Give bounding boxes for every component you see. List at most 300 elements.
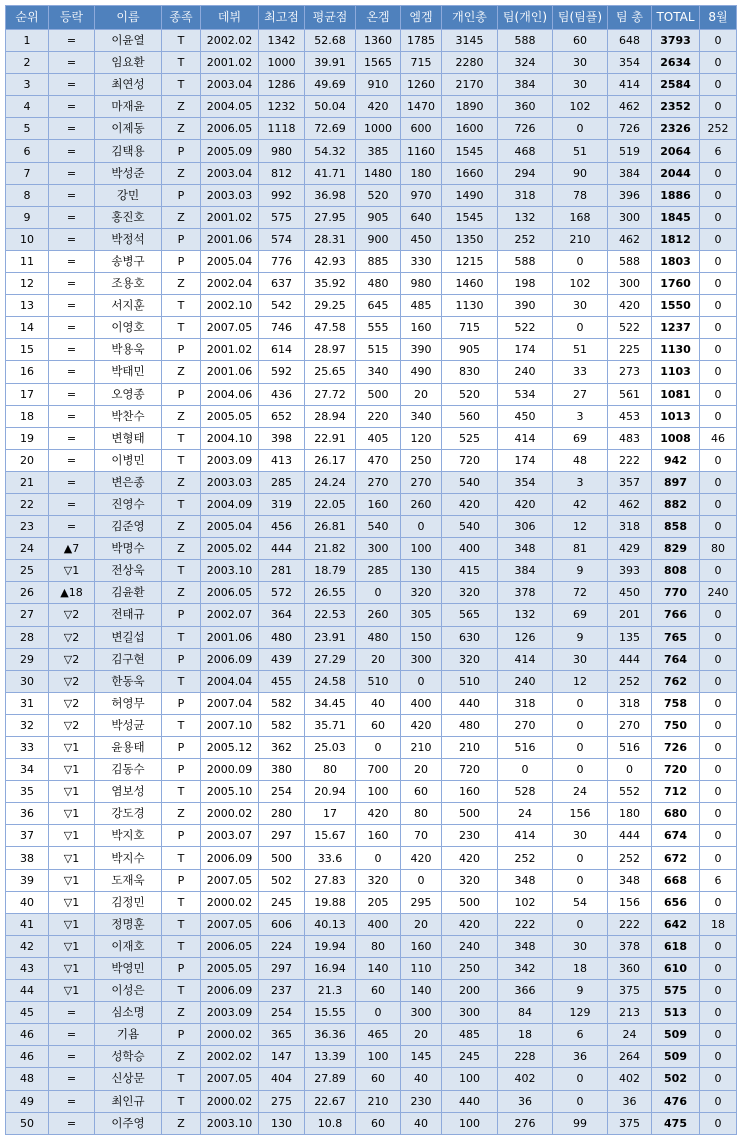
cell-best-score: 455: [259, 670, 305, 692]
cell-race: Z: [162, 361, 201, 383]
cell-august: 0: [700, 339, 737, 361]
cell-change: =: [49, 1112, 95, 1134]
cell-race: T: [162, 1068, 201, 1090]
cell-best-score: 502: [259, 869, 305, 891]
cell-race: Z: [162, 1046, 201, 1068]
cell-name: 최인규: [95, 1090, 162, 1112]
cell-total: 758: [652, 692, 700, 714]
cell-rank: 48: [6, 1068, 49, 1090]
cell-debut: 2007.05: [201, 317, 259, 339]
cell-average-score: 27.83: [305, 869, 356, 891]
cell-rank: 5: [6, 118, 49, 140]
cell-race: Z: [162, 471, 201, 493]
cell-best-score: 582: [259, 714, 305, 736]
cell-team-teamplay: 69: [553, 427, 608, 449]
cell-august: 0: [700, 692, 737, 714]
cell-name: 박영민: [95, 957, 162, 979]
cell-august: 0: [700, 52, 737, 74]
table-row: [6, 162, 737, 184]
cell-team-teamplay: 3: [553, 405, 608, 427]
cell-name: 박성준: [95, 162, 162, 184]
cell-change: ▽1: [49, 737, 95, 759]
table-row: [6, 74, 737, 96]
cell-best-score: 297: [259, 957, 305, 979]
cell-average-score: 28.97: [305, 339, 356, 361]
table-row: [6, 759, 737, 781]
cell-team-individual: 414: [498, 648, 553, 670]
cell-average-score: 26.55: [305, 582, 356, 604]
cell-total: 509: [652, 1046, 700, 1068]
cell-change: ▽1: [49, 759, 95, 781]
cell-best-score: 444: [259, 538, 305, 560]
cell-race: T: [162, 449, 201, 471]
table-row: [6, 1112, 737, 1134]
cell-rank: 34: [6, 759, 49, 781]
cell-ongamenet: 260: [356, 604, 401, 626]
cell-team-individual: 534: [498, 383, 553, 405]
cell-team-total: 300: [608, 273, 652, 295]
cell-individual-total: 540: [442, 516, 498, 538]
cell-change: =: [49, 516, 95, 538]
cell-rank: 45: [6, 1002, 49, 1024]
cell-ongamenet: 470: [356, 449, 401, 471]
cell-name: 이병민: [95, 449, 162, 471]
cell-debut: 2006.05: [201, 935, 259, 957]
cell-august: 0: [700, 162, 737, 184]
table-row: [6, 582, 737, 604]
cell-team-individual: 102: [498, 891, 553, 913]
cell-total: 610: [652, 957, 700, 979]
cell-mbcgame: 100: [401, 538, 442, 560]
cell-individual-total: 1490: [442, 184, 498, 206]
cell-race: P: [162, 869, 201, 891]
cell-name: 서지훈: [95, 295, 162, 317]
cell-race: P: [162, 648, 201, 670]
table-row: [6, 361, 737, 383]
header-change: 등락: [49, 6, 95, 30]
cell-change: =: [49, 1068, 95, 1090]
cell-name: 오영종: [95, 383, 162, 405]
cell-individual-total: 1545: [442, 206, 498, 228]
cell-change: ▽1: [49, 825, 95, 847]
cell-name: 김준영: [95, 516, 162, 538]
cell-debut: 2003.04: [201, 74, 259, 96]
cell-change: =: [49, 118, 95, 140]
cell-mbcgame: 295: [401, 891, 442, 913]
cell-average-score: 20.94: [305, 781, 356, 803]
cell-team-individual: 222: [498, 913, 553, 935]
cell-change: =: [49, 361, 95, 383]
cell-mbcgame: 300: [401, 648, 442, 670]
cell-race: P: [162, 339, 201, 361]
cell-race: Z: [162, 1002, 201, 1024]
cell-rank: 41: [6, 913, 49, 935]
cell-team-total: 393: [608, 560, 652, 582]
cell-team-individual: 366: [498, 980, 553, 1002]
cell-team-teamplay: 69: [553, 604, 608, 626]
cell-rank: 37: [6, 825, 49, 847]
cell-rank: 38: [6, 847, 49, 869]
cell-average-score: 22.91: [305, 427, 356, 449]
cell-average-score: 13.39: [305, 1046, 356, 1068]
cell-mbcgame: 260: [401, 493, 442, 515]
cell-total: 1550: [652, 295, 700, 317]
cell-team-total: 462: [608, 96, 652, 118]
cell-august: 240: [700, 582, 737, 604]
cell-best-score: 456: [259, 516, 305, 538]
table-row: [6, 493, 737, 515]
cell-team-teamplay: 72: [553, 582, 608, 604]
table-row: [6, 626, 737, 648]
cell-best-score: 245: [259, 891, 305, 913]
cell-average-score: 41.71: [305, 162, 356, 184]
cell-debut: 2003.07: [201, 825, 259, 847]
cell-race: P: [162, 825, 201, 847]
cell-team-individual: 36: [498, 1090, 553, 1112]
cell-team-total: 273: [608, 361, 652, 383]
cell-debut: 2004.06: [201, 383, 259, 405]
cell-rank: 46: [6, 1024, 49, 1046]
table-row: [6, 670, 737, 692]
cell-august: 0: [700, 648, 737, 670]
table-row: [6, 339, 737, 361]
cell-august: 0: [700, 273, 737, 295]
cell-ongamenet: 340: [356, 361, 401, 383]
cell-ongamenet: 60: [356, 1068, 401, 1090]
cell-total: 1803: [652, 250, 700, 272]
cell-race: Z: [162, 516, 201, 538]
cell-team-individual: 348: [498, 538, 553, 560]
cell-debut: 2000.02: [201, 803, 259, 825]
cell-august: 0: [700, 1002, 737, 1024]
cell-debut: 2005.04: [201, 250, 259, 272]
cell-name: 박성균: [95, 714, 162, 736]
cell-ongamenet: 0: [356, 1002, 401, 1024]
cell-change: ▽1: [49, 560, 95, 582]
cell-team-teamplay: 36: [553, 1046, 608, 1068]
cell-name: 김택용: [95, 140, 162, 162]
cell-debut: 2005.04: [201, 516, 259, 538]
cell-rank: 25: [6, 560, 49, 582]
cell-rank: 19: [6, 427, 49, 449]
cell-total: 766: [652, 604, 700, 626]
cell-rank: 21: [6, 471, 49, 493]
cell-name: 한동욱: [95, 670, 162, 692]
cell-team-total: 588: [608, 250, 652, 272]
cell-total: 618: [652, 935, 700, 957]
cell-august: 0: [700, 30, 737, 52]
cell-change: ▽1: [49, 957, 95, 979]
cell-team-teamplay: 210: [553, 228, 608, 250]
cell-team-teamplay: 12: [553, 516, 608, 538]
cell-rank: 12: [6, 273, 49, 295]
cell-mbcgame: 80: [401, 803, 442, 825]
cell-team-teamplay: 0: [553, 737, 608, 759]
cell-best-score: 1342: [259, 30, 305, 52]
cell-mbcgame: 300: [401, 1002, 442, 1024]
ranking-table: [5, 5, 737, 1135]
table-row: [6, 471, 737, 493]
table-row: [6, 118, 737, 140]
cell-name: 성학승: [95, 1046, 162, 1068]
cell-team-total: 357: [608, 471, 652, 493]
cell-team-total: 156: [608, 891, 652, 913]
cell-total: 2352: [652, 96, 700, 118]
cell-individual-total: 1600: [442, 118, 498, 140]
cell-change: =: [49, 162, 95, 184]
header-race: 종족: [162, 6, 201, 30]
cell-individual-total: 320: [442, 648, 498, 670]
cell-team-total: 462: [608, 493, 652, 515]
cell-august: 0: [700, 604, 737, 626]
cell-rank: 44: [6, 980, 49, 1002]
cell-race: P: [162, 140, 201, 162]
cell-name: 도재욱: [95, 869, 162, 891]
cell-change: =: [49, 30, 95, 52]
cell-ongamenet: 520: [356, 184, 401, 206]
cell-team-individual: 18: [498, 1024, 553, 1046]
cell-name: 최연성: [95, 74, 162, 96]
cell-august: 46: [700, 427, 737, 449]
cell-average-score: 80: [305, 759, 356, 781]
cell-team-individual: 420: [498, 493, 553, 515]
cell-race: P: [162, 228, 201, 250]
cell-ongamenet: 285: [356, 560, 401, 582]
cell-change: ▽1: [49, 869, 95, 891]
cell-race: T: [162, 493, 201, 515]
cell-august: 0: [700, 1046, 737, 1068]
cell-august: 0: [700, 405, 737, 427]
table-row: [6, 847, 737, 869]
cell-average-score: 28.94: [305, 405, 356, 427]
cell-race: T: [162, 781, 201, 803]
cell-team-teamplay: 0: [553, 1068, 608, 1090]
cell-best-score: 254: [259, 781, 305, 803]
cell-average-score: 22.67: [305, 1090, 356, 1112]
cell-change: ▽1: [49, 781, 95, 803]
cell-name: 박찬수: [95, 405, 162, 427]
cell-race: T: [162, 980, 201, 1002]
cell-best-score: 280: [259, 803, 305, 825]
cell-average-score: 27.89: [305, 1068, 356, 1090]
cell-individual-total: 565: [442, 604, 498, 626]
cell-team-teamplay: 9: [553, 626, 608, 648]
cell-change: =: [49, 228, 95, 250]
cell-best-score: 319: [259, 493, 305, 515]
cell-change: ▽2: [49, 692, 95, 714]
cell-name: 이제동: [95, 118, 162, 140]
header-total: TOTAL: [652, 6, 700, 30]
cell-mbcgame: 40: [401, 1068, 442, 1090]
cell-team-individual: 252: [498, 228, 553, 250]
cell-team-total: 396: [608, 184, 652, 206]
cell-individual-total: 440: [442, 1090, 498, 1112]
cell-total: 726: [652, 737, 700, 759]
cell-change: =: [49, 96, 95, 118]
header-ongamenet: 온겜: [356, 6, 401, 30]
cell-rank: 28: [6, 626, 49, 648]
cell-total: 475: [652, 1112, 700, 1134]
cell-total: 765: [652, 626, 700, 648]
cell-individual-total: 1460: [442, 273, 498, 295]
cell-total: 858: [652, 516, 700, 538]
cell-team-individual: 294: [498, 162, 553, 184]
cell-individual-total: 830: [442, 361, 498, 383]
cell-name: 김정민: [95, 891, 162, 913]
cell-team-total: 483: [608, 427, 652, 449]
cell-august: 6: [700, 869, 737, 891]
cell-best-score: 776: [259, 250, 305, 272]
cell-mbcgame: 150: [401, 626, 442, 648]
cell-best-score: 275: [259, 1090, 305, 1112]
cell-team-total: 318: [608, 516, 652, 538]
cell-august: 0: [700, 935, 737, 957]
cell-average-score: 54.32: [305, 140, 356, 162]
cell-total: 897: [652, 471, 700, 493]
cell-best-score: 582: [259, 692, 305, 714]
cell-mbcgame: 600: [401, 118, 442, 140]
cell-team-teamplay: 81: [553, 538, 608, 560]
cell-team-total: 384: [608, 162, 652, 184]
cell-rank: 43: [6, 957, 49, 979]
cell-total: 674: [652, 825, 700, 847]
cell-debut: 2001.02: [201, 52, 259, 74]
cell-team-teamplay: 60: [553, 30, 608, 52]
cell-team-individual: 414: [498, 825, 553, 847]
cell-debut: 2006.05: [201, 118, 259, 140]
cell-best-score: 297: [259, 825, 305, 847]
cell-team-individual: 0: [498, 759, 553, 781]
cell-team-individual: 132: [498, 206, 553, 228]
cell-ongamenet: 270: [356, 471, 401, 493]
cell-change: =: [49, 1046, 95, 1068]
cell-ongamenet: 100: [356, 781, 401, 803]
cell-team-teamplay: 42: [553, 493, 608, 515]
cell-mbcgame: 40: [401, 1112, 442, 1134]
cell-team-individual: 468: [498, 140, 553, 162]
cell-debut: 2002.02: [201, 30, 259, 52]
cell-mbcgame: 1785: [401, 30, 442, 52]
cell-ongamenet: 80: [356, 935, 401, 957]
cell-change: =: [49, 184, 95, 206]
cell-debut: 2004.04: [201, 670, 259, 692]
cell-rank: 49: [6, 1090, 49, 1112]
cell-team-individual: 528: [498, 781, 553, 803]
cell-rank: 4: [6, 96, 49, 118]
cell-name: 이성은: [95, 980, 162, 1002]
cell-average-score: 24.58: [305, 670, 356, 692]
cell-race: P: [162, 737, 201, 759]
cell-total: 1081: [652, 383, 700, 405]
cell-rank: 32: [6, 714, 49, 736]
cell-ongamenet: 1480: [356, 162, 401, 184]
cell-team-teamplay: 102: [553, 96, 608, 118]
cell-rank: 14: [6, 317, 49, 339]
cell-average-score: 22.53: [305, 604, 356, 626]
cell-team-total: 24: [608, 1024, 652, 1046]
table-row: [6, 206, 737, 228]
cell-average-score: 21.82: [305, 538, 356, 560]
cell-change: ▽1: [49, 847, 95, 869]
cell-name: 윤용태: [95, 737, 162, 759]
cell-team-total: 0: [608, 759, 652, 781]
cell-mbcgame: 145: [401, 1046, 442, 1068]
cell-august: 0: [700, 383, 737, 405]
cell-team-individual: 516: [498, 737, 553, 759]
cell-team-total: 252: [608, 847, 652, 869]
cell-average-score: 42.93: [305, 250, 356, 272]
cell-mbcgame: 110: [401, 957, 442, 979]
cell-rank: 11: [6, 250, 49, 272]
cell-individual-total: 3145: [442, 30, 498, 52]
cell-total: 2044: [652, 162, 700, 184]
cell-total: 513: [652, 1002, 700, 1024]
cell-debut: 2001.06: [201, 228, 259, 250]
cell-best-score: 364: [259, 604, 305, 626]
cell-rank: 7: [6, 162, 49, 184]
cell-rank: 13: [6, 295, 49, 317]
cell-team-individual: 126: [498, 626, 553, 648]
cell-best-score: 637: [259, 273, 305, 295]
cell-mbcgame: 270: [401, 471, 442, 493]
cell-mbcgame: 20: [401, 759, 442, 781]
cell-change: =: [49, 493, 95, 515]
cell-best-score: 542: [259, 295, 305, 317]
cell-name: 이윤열: [95, 30, 162, 52]
cell-name: 이영호: [95, 317, 162, 339]
cell-name: 정명훈: [95, 913, 162, 935]
cell-debut: 2003.09: [201, 449, 259, 471]
cell-ongamenet: 1360: [356, 30, 401, 52]
header-mbcgame: 엠겜: [401, 6, 442, 30]
cell-team-teamplay: 0: [553, 1090, 608, 1112]
cell-best-score: 380: [259, 759, 305, 781]
table-row: [6, 1002, 737, 1024]
cell-individual-total: 420: [442, 493, 498, 515]
cell-race: Z: [162, 118, 201, 140]
cell-ongamenet: 405: [356, 427, 401, 449]
cell-total: 502: [652, 1068, 700, 1090]
cell-best-score: 1000: [259, 52, 305, 74]
cell-total: 1812: [652, 228, 700, 250]
cell-august: 0: [700, 250, 737, 272]
cell-mbcgame: 980: [401, 273, 442, 295]
cell-total: 750: [652, 714, 700, 736]
cell-team-total: 726: [608, 118, 652, 140]
table-body: [6, 30, 737, 1135]
cell-mbcgame: 640: [401, 206, 442, 228]
cell-rank: 26: [6, 582, 49, 604]
cell-mbcgame: 230: [401, 1090, 442, 1112]
cell-mbcgame: 400: [401, 692, 442, 714]
cell-race: T: [162, 427, 201, 449]
cell-name: 홍진호: [95, 206, 162, 228]
cell-race: T: [162, 670, 201, 692]
cell-name: 신상문: [95, 1068, 162, 1090]
cell-best-score: 500: [259, 847, 305, 869]
cell-debut: 2007.05: [201, 1068, 259, 1090]
cell-best-score: 1118: [259, 118, 305, 140]
cell-team-total: 444: [608, 648, 652, 670]
cell-team-teamplay: 0: [553, 118, 608, 140]
cell-august: 0: [700, 317, 737, 339]
cell-average-score: 23.91: [305, 626, 356, 648]
cell-ongamenet: 60: [356, 980, 401, 1002]
cell-team-total: 36: [608, 1090, 652, 1112]
cell-mbcgame: 20: [401, 913, 442, 935]
cell-race: T: [162, 935, 201, 957]
cell-change: ▽1: [49, 803, 95, 825]
